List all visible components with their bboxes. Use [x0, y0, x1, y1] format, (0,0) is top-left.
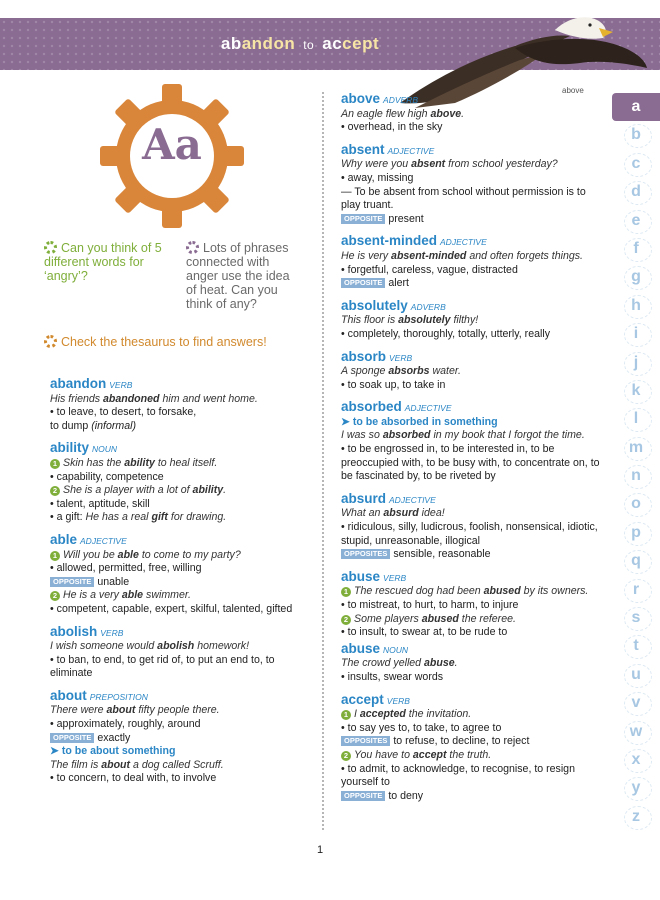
alphabet-tab-d[interactable]: d [612, 178, 660, 206]
opposite-line-1: OPPOSITES to refuse, to decline, to reject [341, 735, 603, 749]
usage-note: — To be absent from school without permission is to play truant. [341, 185, 586, 212]
example-sentence: An eagle flew high above. [341, 107, 465, 120]
tip-angry-words-text: Can you think of 5 different words for ‘angry’? [44, 241, 162, 283]
synonyms-2: • to admit, to acknowledge, to recognise, to resign yourself to [341, 763, 603, 790]
part-of-speech: VERB [389, 352, 413, 363]
alphabet-tab-g[interactable]: g [612, 263, 660, 291]
example-sentence-2: 2 She is a player with a lot of ability. [50, 484, 300, 498]
synonyms-2: • competent, capable, expert, skilful, talented, gifted [50, 603, 300, 617]
entry-above [341, 92, 603, 135]
entry-abuse-noun [341, 642, 603, 685]
opposite-line: OPPOSITE alert [341, 277, 603, 291]
opposite-tag: OPPOSITE [50, 577, 94, 587]
alphabet-tab-t[interactable]: t [612, 632, 660, 660]
tip-check-thesaurus-text: Check the thesaurus to find answers! [61, 335, 267, 349]
opposite-line: OPPOSITES sensible, reasonable [341, 548, 603, 562]
phrase-example: The film is about a dog called Scruff. [50, 758, 224, 771]
part-of-speech: ADJECTIVE [387, 145, 435, 156]
opposite-tag: OPPOSITE [341, 278, 385, 288]
left-column [50, 377, 300, 794]
headword: able [50, 531, 78, 547]
entry-able [50, 533, 300, 617]
sense-number-icon: 2 [341, 751, 351, 761]
example-sentence-1: 1 Will you be able to come to my party? [50, 549, 300, 563]
gear-badge-letters: Aa [142, 120, 202, 169]
opposite-tag: OPPOSITES [341, 549, 390, 559]
tip-anger-heat [186, 241, 296, 311]
column-divider [322, 92, 324, 830]
synonyms-continued: to dump (informal) [50, 419, 136, 432]
example-sentence: This floor is absolutely filthy! [341, 314, 479, 327]
alphabet-tab-h[interactable]: h [612, 292, 660, 320]
part-of-speech: ADVERB [410, 301, 446, 312]
example-sentence-1: 1 I accepted the invitation. [341, 708, 603, 722]
example-sentence: I wish someone would abolish homework! [50, 640, 250, 653]
entry-absorbed [341, 400, 603, 484]
phrase: ➤ to be about something [50, 745, 300, 759]
alphabet-tab-w[interactable]: w [612, 718, 660, 746]
part-of-speech: ADJECTIVE [440, 237, 487, 248]
headword: absolutely [341, 297, 408, 313]
part-of-speech: ADJECTIVE [389, 494, 436, 505]
headword: ability [50, 440, 90, 456]
synonyms-1: • to say yes to, to take, to agree to [341, 722, 603, 736]
part-of-speech: VERB [383, 572, 407, 583]
synonyms-1: • allowed, permitted, free, willing [50, 562, 300, 576]
sense-number-icon: 1 [50, 459, 60, 469]
synonyms: • to leave, to desert, to forsake, [50, 406, 300, 420]
synonyms: • insults, swear words [341, 671, 603, 685]
synonyms: • ridiculous, silly, ludicrous, foolish, nonsensical, idiotic, stupid, unreasonable, illogical [341, 521, 603, 548]
synonyms: • completely, thoroughly, totally, utterly, really [341, 328, 603, 342]
headword: abuse [341, 568, 381, 584]
phrase: ➤ to be absorbed in something [341, 416, 603, 430]
part-of-speech: ADVERB [383, 95, 418, 105]
synonyms: • approximately, roughly, around [50, 718, 300, 732]
opposite-tag: OPPOSITE [341, 214, 385, 224]
alphabet-tab-y[interactable]: y [612, 774, 660, 802]
tip-anger-heat-text: Lots of phrases connected with anger use the idea of heat. Can you think of any? [186, 241, 290, 311]
headword: absurd [341, 490, 387, 506]
opposite-tag: OPPOSITE [341, 791, 385, 801]
entry-about [50, 689, 300, 786]
headword: about [50, 687, 87, 703]
alphabet-tab-u[interactable]: u [612, 661, 660, 689]
part-of-speech: ADJECTIVE [80, 535, 127, 546]
opposite-line-2: OPPOSITE to deny [341, 790, 603, 804]
alphabet-tab-n[interactable]: n [612, 462, 660, 490]
purple-gear-icon [186, 241, 199, 254]
entry-accept [341, 693, 603, 804]
alphabet-tab-k[interactable]: k [612, 377, 660, 405]
alphabet-tab-b[interactable]: b [612, 121, 660, 149]
first-word-bold: ab [220, 34, 242, 53]
alphabet-tab-s[interactable]: s [612, 604, 660, 632]
second-word-bold: ac [322, 34, 343, 53]
alphabet-tab-r[interactable]: r [612, 576, 660, 604]
example-sentence: I was so absorbed in my book that I forgot the time. [341, 429, 585, 442]
headword: abuse [341, 640, 381, 656]
example-sentence-2: 2 He is a very able swimmer. [50, 589, 300, 603]
example-sentence: What an absurd idea! [341, 507, 445, 520]
alphabet-tab-i[interactable]: i [612, 320, 660, 348]
entry-abandon [50, 377, 300, 433]
tip-check-thesaurus [44, 335, 304, 349]
entry-absent-minded [341, 234, 603, 290]
synonyms: • to ban, to end, to get rid of, to put an end to, to eliminate [50, 654, 300, 681]
example-sentence-2: 2 Some players abused the referee. [341, 613, 603, 627]
orange-gear-icon [44, 335, 57, 348]
synonyms: • to soak up, to take in [341, 379, 603, 393]
headword: absent-minded [341, 233, 438, 249]
sense-number-icon: 2 [50, 486, 60, 496]
entry-absurd [341, 492, 603, 562]
synonyms: • overhead, in the sky [341, 121, 603, 135]
sense-number-icon: 1 [341, 710, 351, 720]
alphabet-tab-x[interactable]: x [612, 746, 660, 774]
right-column [341, 92, 603, 811]
part-of-speech: PREPOSITION [89, 691, 148, 702]
headword: abolish [50, 623, 98, 639]
phrase-synonyms: • to concern, to deal with, to involve [50, 772, 300, 786]
green-gear-icon [44, 241, 57, 254]
synonyms-2: • to insult, to swear at, to be rude to [341, 626, 603, 640]
headword: absorbed [341, 399, 402, 415]
alphabet-tab-c[interactable]: c [612, 150, 660, 178]
first-word-rest: andon [241, 34, 296, 53]
synonyms-3: • a gift: He has a real gift for drawing. [50, 511, 300, 525]
alphabet-tab-q[interactable]: q [612, 547, 660, 575]
alphabet-tab-v[interactable]: v [612, 689, 660, 717]
part-of-speech: ADJECTIVE [404, 403, 452, 414]
example-sentence-2: 2 You have to accept the truth. [341, 749, 603, 763]
alphabet-tab-m[interactable]: m [612, 434, 660, 462]
alphabet-tab-a[interactable]: a [612, 93, 660, 121]
range-connector: to [303, 38, 315, 52]
alphabet-tab-e[interactable]: e [612, 207, 660, 235]
part-of-speech: VERB [386, 695, 410, 706]
headword: absent [341, 141, 385, 157]
part-of-speech: VERB [109, 380, 133, 390]
second-word-rest: cept [342, 34, 380, 53]
headword: absorb [341, 348, 387, 364]
synonyms-1: • capability, competence [50, 471, 300, 485]
example-sentence-1: 1 The rescued dog had been abused by its owners. [341, 585, 603, 599]
entry-abuse-verb [341, 570, 603, 640]
alphabet-tab-l[interactable]: l [612, 405, 660, 433]
entry-ability [50, 441, 300, 525]
entry-absent [341, 143, 603, 227]
alphabet-tab-z[interactable]: z [612, 803, 660, 831]
entry-absorb [341, 350, 603, 393]
alphabet-tab-j[interactable]: j [612, 349, 660, 377]
example-sentence: His friends abandoned him and went home. [50, 392, 258, 405]
entry-absolutely [341, 299, 603, 342]
synonyms: • to be engrossed in, to be interested in, to be preoccupied with, to be busy with, to concentrate on, to be fascinated by, to be riveted by [341, 443, 603, 484]
sense-number-icon: 2 [50, 591, 60, 601]
synonyms: • away, missing [341, 172, 603, 186]
opposite-line: OPPOSITE present [341, 213, 603, 227]
alphabet-tab-f[interactable]: f [612, 235, 660, 263]
example-sentence: Why were you absent from school yesterday? [341, 158, 558, 171]
example-sentence: A sponge absorbs water. [341, 365, 461, 378]
example-sentence: The crowd yelled abuse. [341, 657, 458, 670]
alphabet-tab-o[interactable]: o [612, 490, 660, 518]
headword: above [341, 91, 381, 106]
sense-number-icon: 1 [50, 551, 60, 561]
part-of-speech: VERB [100, 627, 124, 638]
opposite-line: OPPOSITE exactly [50, 732, 300, 746]
example-sentence: He is very absent-minded and often forgets things. [341, 249, 583, 262]
synonyms: • forgetful, careless, vague, distracted [341, 264, 603, 278]
example-sentence-1: 1 Skin has the ability to heal itself. [50, 457, 300, 471]
opposite-line: OPPOSITE unable [50, 576, 300, 590]
entry-abolish [50, 625, 300, 681]
alphabet-tab-p[interactable]: p [612, 519, 660, 547]
synonyms-2: • talent, aptitude, skill [50, 498, 300, 512]
opposite-tag: OPPOSITE [50, 733, 94, 743]
eagle-caption: above [562, 86, 584, 95]
sense-number-icon: 2 [341, 615, 351, 625]
synonyms-1: • to mistreat, to hurt, to harm, to injure [341, 599, 603, 613]
headword: accept [341, 691, 384, 707]
headword: abandon [50, 376, 107, 391]
tip-angry-words [44, 241, 174, 283]
part-of-speech: NOUN [92, 444, 118, 455]
page-number: 1 [317, 844, 324, 856]
sense-number-icon: 1 [341, 587, 351, 597]
alphabet-index [612, 93, 660, 831]
opposite-tag: OPPOSITES [341, 736, 390, 746]
part-of-speech: NOUN [383, 644, 409, 655]
example-sentence: There were about fifty people there. [50, 704, 220, 717]
